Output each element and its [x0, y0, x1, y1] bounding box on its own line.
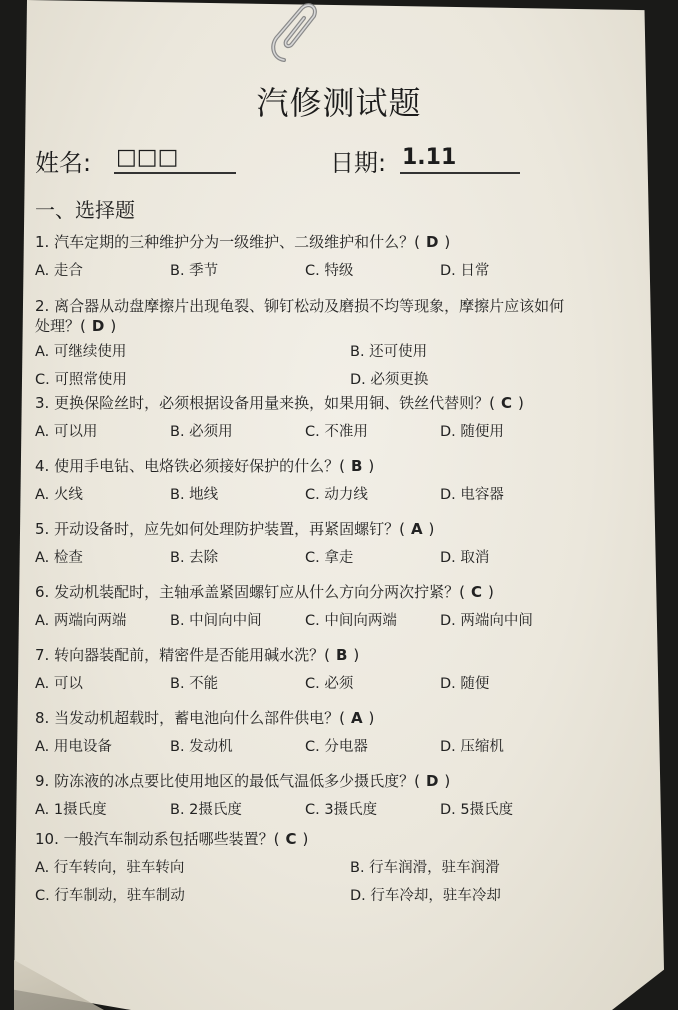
answer-close-paren: ) [353, 646, 360, 664]
answer-option: A. 用电设备 [35, 739, 112, 755]
answer-option: C. 可照常使用 [35, 372, 127, 388]
answer-option: C. 不准用 [305, 424, 368, 440]
answer-option: B. 行车润滑，驻车润滑 [350, 860, 500, 876]
question-text [35, 456, 575, 476]
name-value: □□□ [116, 145, 179, 170]
date-underline [400, 172, 520, 174]
answer-option: D. 两端向中间 [440, 613, 533, 629]
question-text [35, 393, 575, 413]
answer-option: D. 随便 [440, 676, 490, 692]
answer-option: B. 地线 [170, 487, 219, 503]
answer-close-paren: ) [302, 830, 309, 848]
answer-option: C. 分电器 [305, 739, 368, 755]
answer-letter: D [91, 317, 105, 335]
answer-option: A. 可以 [35, 676, 83, 692]
answer-option: B. 必须用 [170, 424, 233, 440]
question-stem: 2. 离合器从动盘摩擦片出现龟裂、铆钉松动及磨损不均等现象，摩擦片应该如何处理？( [35, 297, 565, 335]
question-stem: 3. 更换保险丝时，必须根据设备用量来换，如果用铜、铁丝代替则？( [35, 394, 495, 412]
answer-option: D. 随便用 [440, 424, 504, 440]
question-text [35, 708, 575, 728]
answer-letter: C [285, 830, 297, 848]
answer-option: B. 发动机 [170, 739, 233, 755]
answer-option: C. 动力线 [305, 487, 368, 503]
answer-letter: D [425, 772, 439, 790]
answer-option: D. 日常 [440, 263, 490, 279]
question-stem: 9. 防冻液的冰点要比使用地区的最低气温低多少摄氏度？( [35, 772, 420, 790]
answer-option: A. 火线 [35, 487, 83, 503]
question-text [35, 582, 575, 602]
date-label: 日期: [330, 149, 387, 177]
answer-option: B. 去除 [170, 550, 219, 566]
question-text [35, 296, 575, 336]
date-value: 1.11 [402, 145, 457, 170]
answer-option: B. 还可使用 [350, 344, 428, 360]
answer-option: B. 不能 [170, 676, 219, 692]
answer-letter: A [350, 709, 363, 727]
answer-option: A. 两端向两端 [35, 613, 127, 629]
answer-option: C. 拿走 [305, 550, 354, 566]
answer-option: B. 季节 [170, 263, 219, 279]
answer-letter: B [350, 457, 363, 475]
answer-option: D. 取消 [440, 550, 490, 566]
answer-option: A. 行车转向，驻车转向 [35, 860, 185, 876]
answer-option: A. 1摄氏度 [35, 802, 107, 818]
answer-close-paren: ) [444, 233, 451, 251]
answer-option: A. 检查 [35, 550, 83, 566]
answer-letter: A [410, 520, 423, 538]
answer-close-paren: ) [444, 772, 451, 790]
question-stem: 7. 转向器装配前，精密件是否能用碱水洗？( [35, 646, 330, 664]
section-heading: 一、选择题 [35, 198, 135, 222]
answer-close-paren: ) [368, 709, 375, 727]
question-stem: 6. 发动机装配时，主轴承盖紧固螺钉应从什么方向分两次拧紧？( [35, 583, 465, 601]
question-text [35, 829, 575, 849]
answer-option: D. 必须更换 [350, 372, 429, 388]
answer-option: C. 3摄氏度 [305, 802, 378, 818]
answer-close-paren: ) [517, 394, 524, 412]
answer-letter: C [470, 583, 482, 601]
question-text [35, 771, 575, 791]
name-label: 姓名: [35, 149, 92, 177]
answer-close-paren: ) [368, 457, 375, 475]
answer-option: D. 压缩机 [440, 739, 504, 755]
question-stem: 8. 当发动机超载时，蓄电池向什么部件供电？( [35, 709, 345, 727]
answer-option: D. 5摄氏度 [440, 802, 514, 818]
answer-close-paren: ) [428, 520, 435, 538]
answer-close-paren: ) [110, 317, 117, 335]
question-text [35, 232, 575, 252]
question-stem: 1. 汽车定期的三种维护分为一级维护、二级维护和什么？( [35, 233, 420, 251]
question-text [35, 519, 575, 539]
answer-option: C. 中间向两端 [305, 613, 397, 629]
answer-option: D. 行车冷却，驻车冷却 [350, 888, 501, 904]
answer-option: A. 走合 [35, 263, 83, 279]
answer-option: A. 可以用 [35, 424, 98, 440]
answer-option: C. 行车制动，驻车制动 [35, 888, 185, 904]
answer-option: C. 特级 [305, 263, 354, 279]
answer-close-paren: ) [487, 583, 494, 601]
answer-letter: D [425, 233, 439, 251]
answer-option: B. 中间向中间 [170, 613, 262, 629]
answer-letter: C [500, 394, 512, 412]
question-stem: 10. 一般汽车制动系包括哪些装置？( [35, 830, 280, 848]
paperclip-icon [262, 0, 322, 70]
page-title: 汽修测试题 [256, 84, 422, 122]
question-stem: 4. 使用手电钻、电烙铁必须接好保护的什么？( [35, 457, 345, 475]
answer-option: A. 可继续使用 [35, 344, 127, 360]
question-stem: 5. 开动设备时，应先如何处理防护装置，再紧固螺钉？( [35, 520, 405, 538]
answer-option: B. 2摄氏度 [170, 802, 242, 818]
answer-option: C. 必须 [305, 676, 354, 692]
answer-option: D. 电容器 [440, 487, 504, 503]
name-underline [114, 172, 236, 174]
answer-letter: B [335, 646, 348, 664]
question-text [35, 645, 575, 665]
